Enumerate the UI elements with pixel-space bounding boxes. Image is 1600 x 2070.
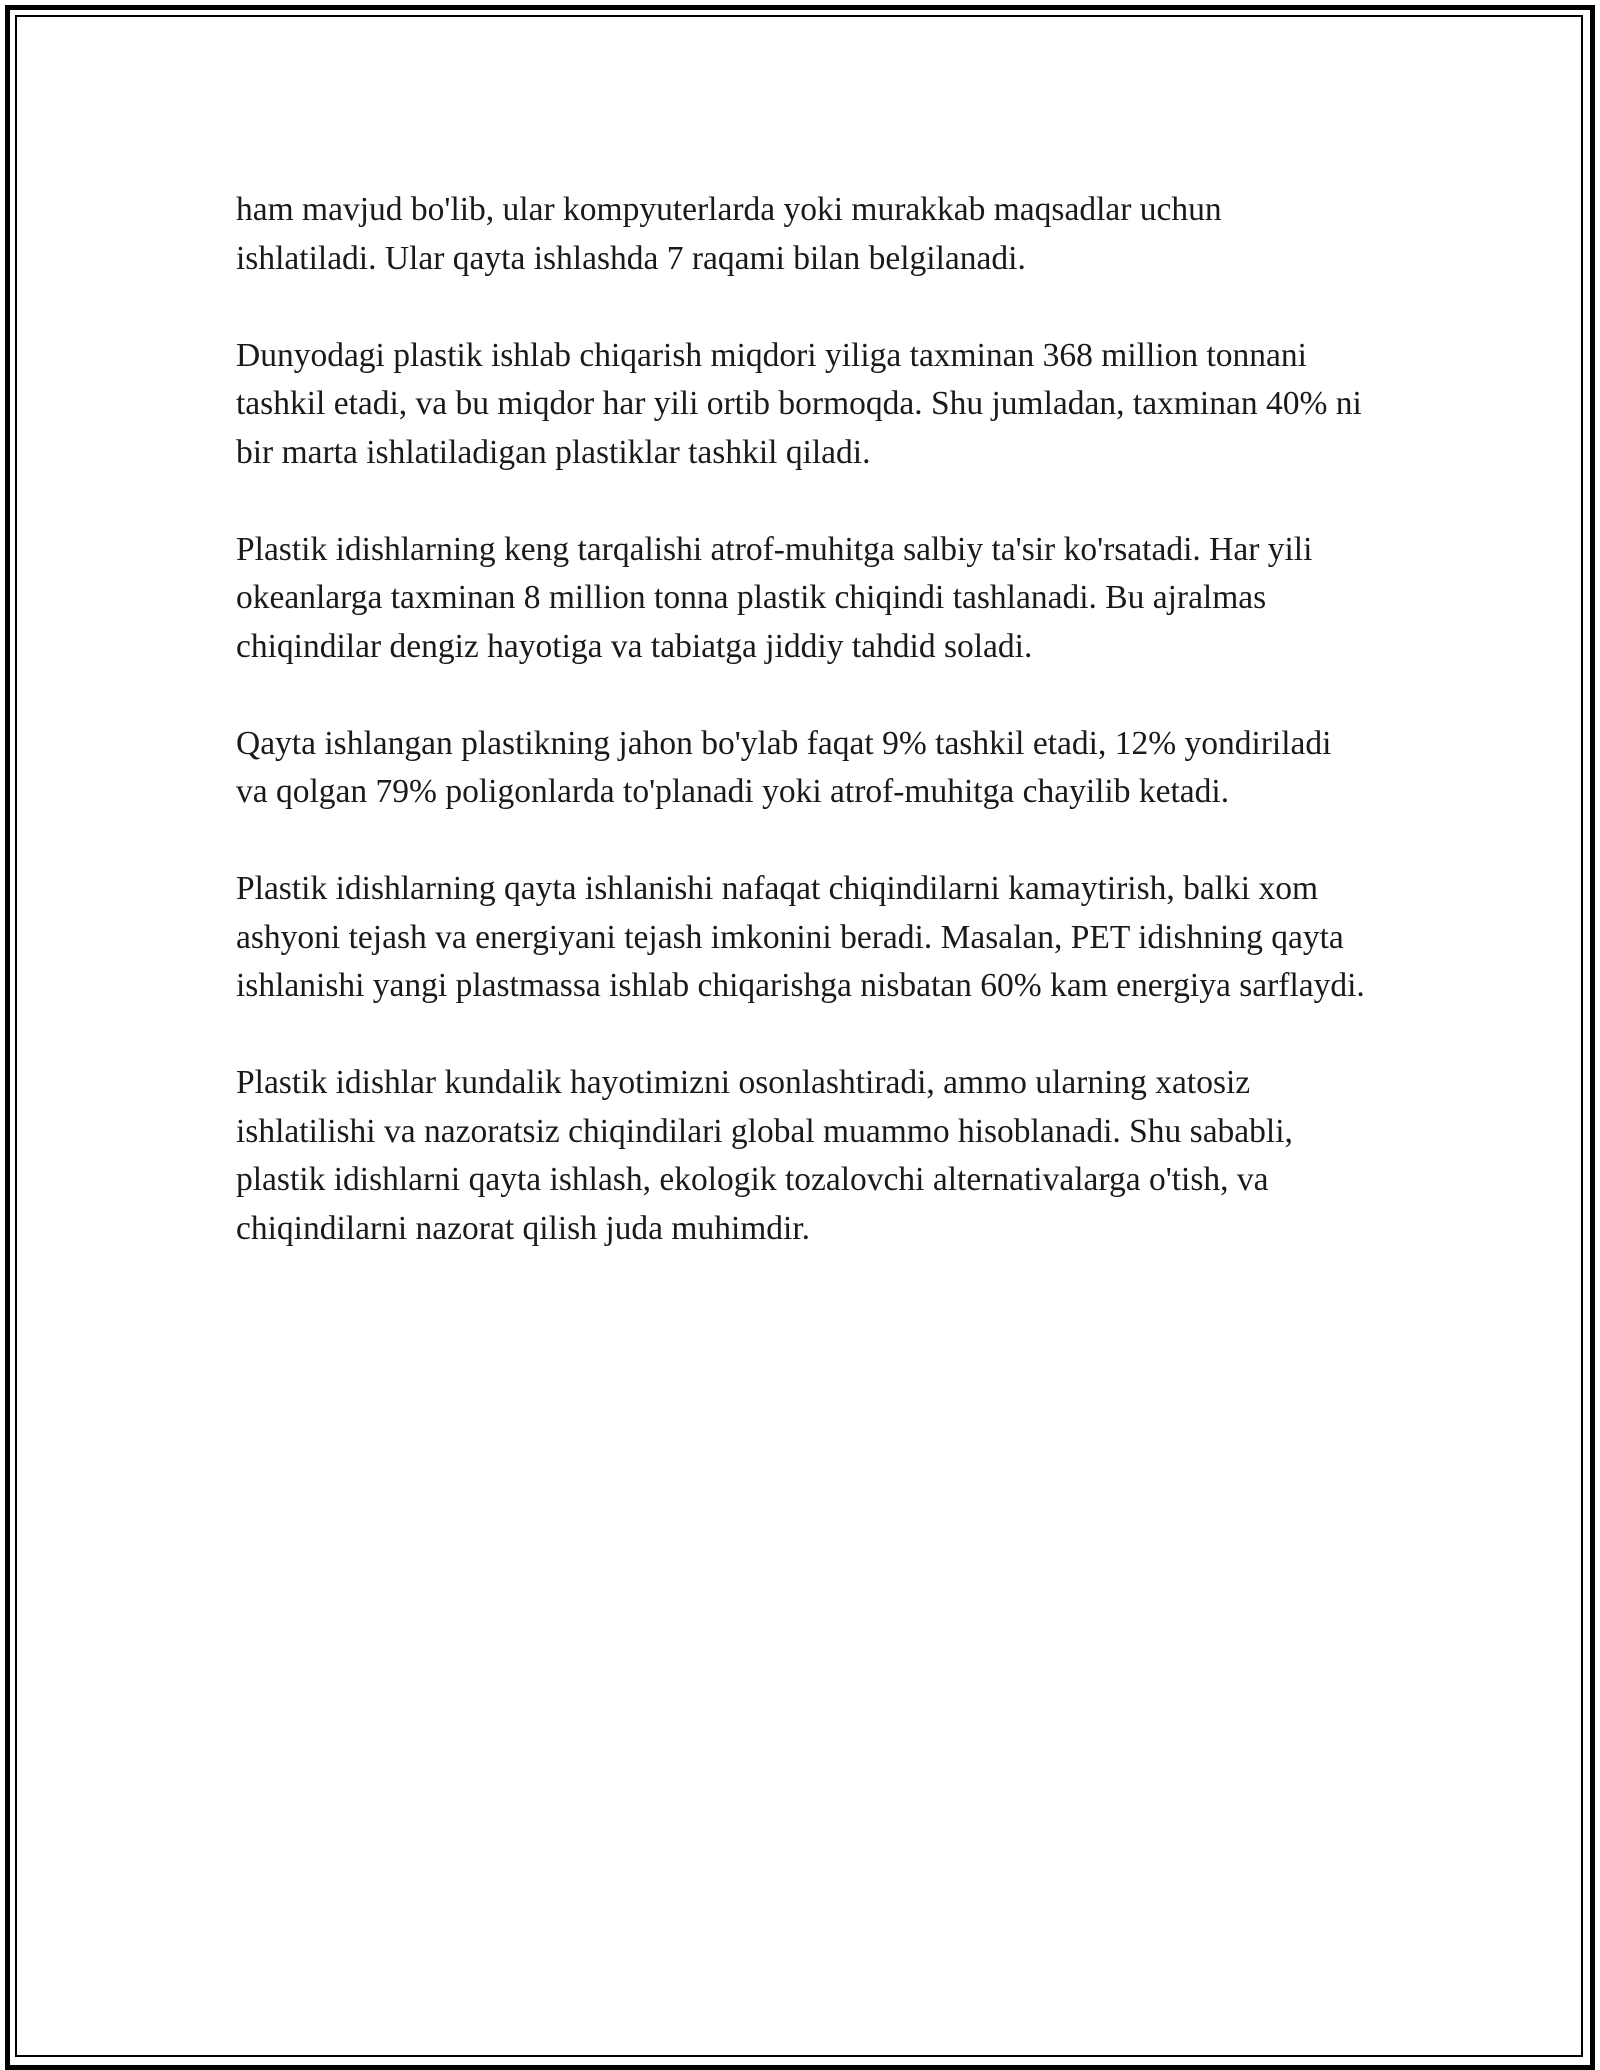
paragraph-4: Qayta ishlangan plastikning jahon bo'ylab faqat 9% tashkil etadi, 12% yondiriladi va qolgan 79% poligonlarda to'planadi yoki atrof-muhitga chayilib ketadi. xyxy=(236,724,1332,810)
paragraph-6: Plastik idishlar kundalik hayotimizni osonlashtiradi, ammo ularning xatosiz ishlatilishi va nazoratsiz chiqindilari global muammo hisoblanadi. Shu sababli, plastik idishlarni qayta ishlash, ekologik tozalovchi alternativalarga o'tish, va chiqindilarni nazorat qilish juda muhimdir. xyxy=(236,1064,1293,1247)
paragraph-2: Dunyodagi plastik ishlab chiqarish miqdori yiliga taxminan 368 million tonnani tashkil etadi, va bu miqdor har yili ortib bormoqda. Shu jumladan, taxminan 40% ni bir marta ishlatiladigan plastiklar tashkil qiladi. xyxy=(236,336,1362,471)
paragraph-5: Plastik idishlarning qayta ishlanishi nafaqat chiqindilarni kamaytirish, balki xom ashyoni tejash va energiyani tejash imkonini beradi. Masalan, PET idishning qayta ishlanishi yangi plastmassa ishlab chiqarishga nisbatan 60% kam energiya sarflaydi. xyxy=(236,870,1365,1004)
document-body xyxy=(236,186,1366,1302)
paragraph-1: ham mavjud bo'lib, ular kompyuterlarda yoki murakkab maqsadlar uchun ishlatiladi. Ular qayta ishlashda 7 raqami bilan belgilanadi. xyxy=(236,191,1222,277)
paragraph-3: Plastik idishlarning keng tarqalishi atrof-muhitga salbiy ta'sir ko'rsatadi. Har yili okeanlarga taxminan 8 million tonna plastik chiqindi tashlanadi. Bu ajralmas chiqindilar dengiz hayotiga va tabiatga jiddiy tahdid soladi. xyxy=(236,530,1313,665)
